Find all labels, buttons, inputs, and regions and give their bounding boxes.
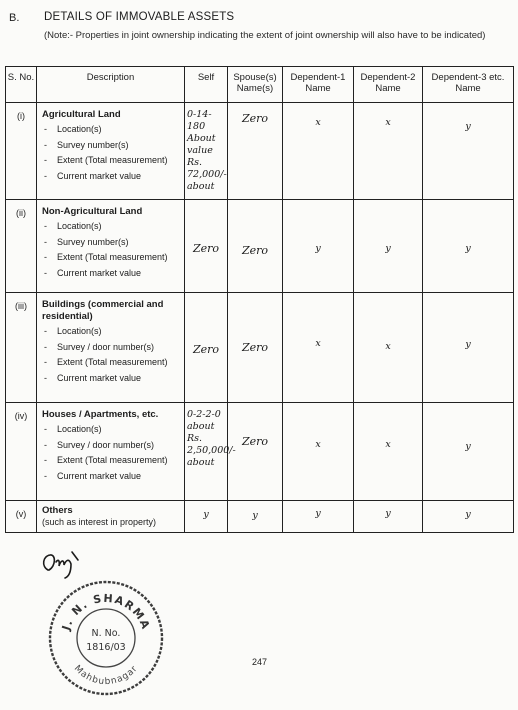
immovable-assets-table	[5, 66, 514, 533]
list-item: - Survey / door number(s)	[42, 342, 181, 354]
sub-item-list	[42, 124, 181, 182]
handwritten-line: 0-14-180	[187, 109, 212, 132]
handwritten-self-note	[185, 103, 227, 193]
handwritten-mark: y	[465, 339, 471, 350]
svg-text:N. No.: N. No.	[91, 628, 121, 639]
handwritten-line: about	[187, 181, 215, 192]
spouse-cell	[228, 501, 283, 533]
row-description	[37, 403, 185, 501]
section-heading: DETAILS OF IMMOVABLE ASSETS	[44, 11, 235, 23]
category-subnote: (such as interest in property)	[42, 517, 157, 527]
table-row	[6, 293, 514, 403]
handwritten-mark: x	[315, 338, 321, 349]
handwritten-line: 0-2-2-0	[187, 409, 221, 420]
row-number: (i)	[6, 103, 37, 200]
handwritten-line: 2,50,000/-	[187, 445, 236, 456]
handwritten-line: Rs.	[187, 433, 203, 444]
spouse-cell	[228, 293, 283, 403]
handwritten-mark: y	[465, 243, 471, 254]
table-row	[6, 403, 514, 501]
self-cell	[185, 501, 228, 533]
dependent-2-cell	[354, 293, 423, 403]
row-number: (iii)	[6, 293, 37, 403]
handwritten-mark: y	[465, 121, 471, 132]
row-number: (ii)	[6, 200, 37, 293]
list-item: - Extent (Total measurement)	[42, 455, 181, 467]
row-number: (iv)	[6, 403, 37, 501]
spouse-cell	[228, 200, 283, 293]
self-cell	[185, 403, 236, 501]
handwritten-line: value	[187, 145, 213, 156]
list-item: - Current market value	[42, 268, 181, 280]
notary-stamp	[46, 578, 166, 698]
svg-text:1816/03: 1816/03	[86, 642, 126, 653]
handwritten-line: Rs.	[187, 157, 203, 168]
dependent-2-cell	[354, 103, 423, 200]
handwritten-mark: y	[203, 509, 209, 520]
header-self: Self	[185, 67, 228, 103]
list-item: - Location(s)	[42, 124, 181, 136]
list-item: - Survey / door number(s)	[42, 440, 181, 452]
header-row	[6, 67, 514, 103]
dependent-3-cell	[423, 293, 514, 403]
page-number: 247	[252, 657, 268, 667]
handwritten-mark: x	[315, 117, 321, 128]
self-cell	[185, 103, 228, 200]
header-spouse: Spouse(s) Name(s)	[228, 67, 283, 103]
category-label: Agricultural Land	[42, 109, 121, 120]
list-item: - Extent (Total measurement)	[42, 155, 181, 167]
list-item: - Extent (Total measurement)	[42, 357, 181, 369]
dependent-3-cell	[423, 403, 514, 501]
self-cell	[185, 200, 228, 293]
handwritten-mark: y	[385, 243, 391, 254]
section-letter: B.	[9, 12, 20, 24]
handwritten-mark: y	[252, 510, 258, 521]
handwritten-mark: x	[385, 341, 391, 352]
dependent-1-cell	[283, 103, 354, 200]
category-label: Others	[42, 505, 73, 516]
handwritten-line: about	[187, 421, 215, 432]
list-item: - Current market value	[42, 171, 181, 183]
list-item: - Survey number(s)	[42, 140, 181, 152]
list-item: - Extent (Total measurement)	[42, 252, 181, 264]
category-label: Houses / Apartments, etc.	[42, 409, 159, 420]
handwritten-mark: y	[315, 508, 321, 519]
header-dependent-2: Dependent-2 Name	[354, 67, 423, 103]
table-row	[6, 200, 514, 293]
handwritten-entry: Zero	[241, 112, 269, 125]
section-note: (Note:- Properties in joint ownership indicating the extent of joint ownership will also have to be indicated)	[44, 30, 486, 41]
sub-item-list	[42, 221, 181, 279]
dependent-2-cell	[354, 501, 423, 533]
header-dependent-3: Dependent-3 etc. Name	[423, 67, 514, 103]
handwritten-mark: y	[465, 509, 471, 520]
table-row	[6, 501, 514, 533]
handwritten-mark: x	[315, 439, 321, 450]
handwritten-line: 72,000/-	[187, 169, 227, 180]
dependent-2-cell	[354, 200, 423, 293]
dependent-1-cell	[283, 200, 354, 293]
dependent-3-cell	[423, 501, 514, 533]
handwritten-signature	[38, 548, 82, 582]
table-row	[6, 103, 514, 200]
header-sno: S. No.	[6, 67, 37, 103]
row-number: (v)	[6, 501, 37, 533]
list-item: - Current market value	[42, 373, 181, 385]
svg-text:J. N. SHARMA: J. N. SHARMA	[59, 591, 153, 632]
header-description: Description	[37, 67, 185, 103]
list-item: - Location(s)	[42, 326, 181, 338]
row-description	[37, 293, 185, 403]
handwritten-mark: y	[315, 243, 321, 254]
self-cell	[185, 293, 228, 403]
handwritten-mark: x	[385, 117, 391, 128]
list-item: - Location(s)	[42, 424, 181, 436]
handwritten-entry: Zero	[192, 242, 220, 255]
dependent-3-cell	[423, 103, 514, 200]
row-description	[37, 103, 185, 200]
row-description	[37, 200, 185, 293]
handwritten-entry: Zero	[241, 244, 269, 257]
sub-item-list	[42, 326, 181, 384]
category-label: Non-Agricultural Land	[42, 206, 143, 217]
svg-text:Mahbubnagar: Mahbubnagar	[71, 663, 141, 688]
category-label: Buildings (commercial and residential)	[42, 299, 164, 322]
dependent-2-cell	[354, 403, 423, 501]
list-item: - Current market value	[42, 471, 181, 483]
handwritten-entry: Zero	[241, 341, 269, 354]
handwritten-line: about	[187, 457, 215, 468]
handwritten-entry: Zero	[241, 435, 269, 448]
dependent-1-cell	[283, 293, 354, 403]
handwritten-mark: y	[465, 441, 471, 452]
list-item: - Survey number(s)	[42, 237, 181, 249]
row-description	[37, 501, 185, 533]
handwritten-mark: y	[385, 508, 391, 519]
dependent-3-cell	[423, 200, 514, 293]
spouse-cell	[228, 103, 283, 200]
header-dependent-1: Dependent-1 Name	[283, 67, 354, 103]
handwritten-self-note	[185, 403, 236, 469]
sub-item-list	[42, 424, 181, 482]
handwritten-line: About	[187, 133, 216, 144]
handwritten-entry: Zero	[192, 343, 220, 356]
dependent-1-cell	[283, 501, 354, 533]
handwritten-mark: x	[385, 439, 391, 450]
list-item: - Location(s)	[42, 221, 181, 233]
dependent-1-cell	[283, 403, 354, 501]
